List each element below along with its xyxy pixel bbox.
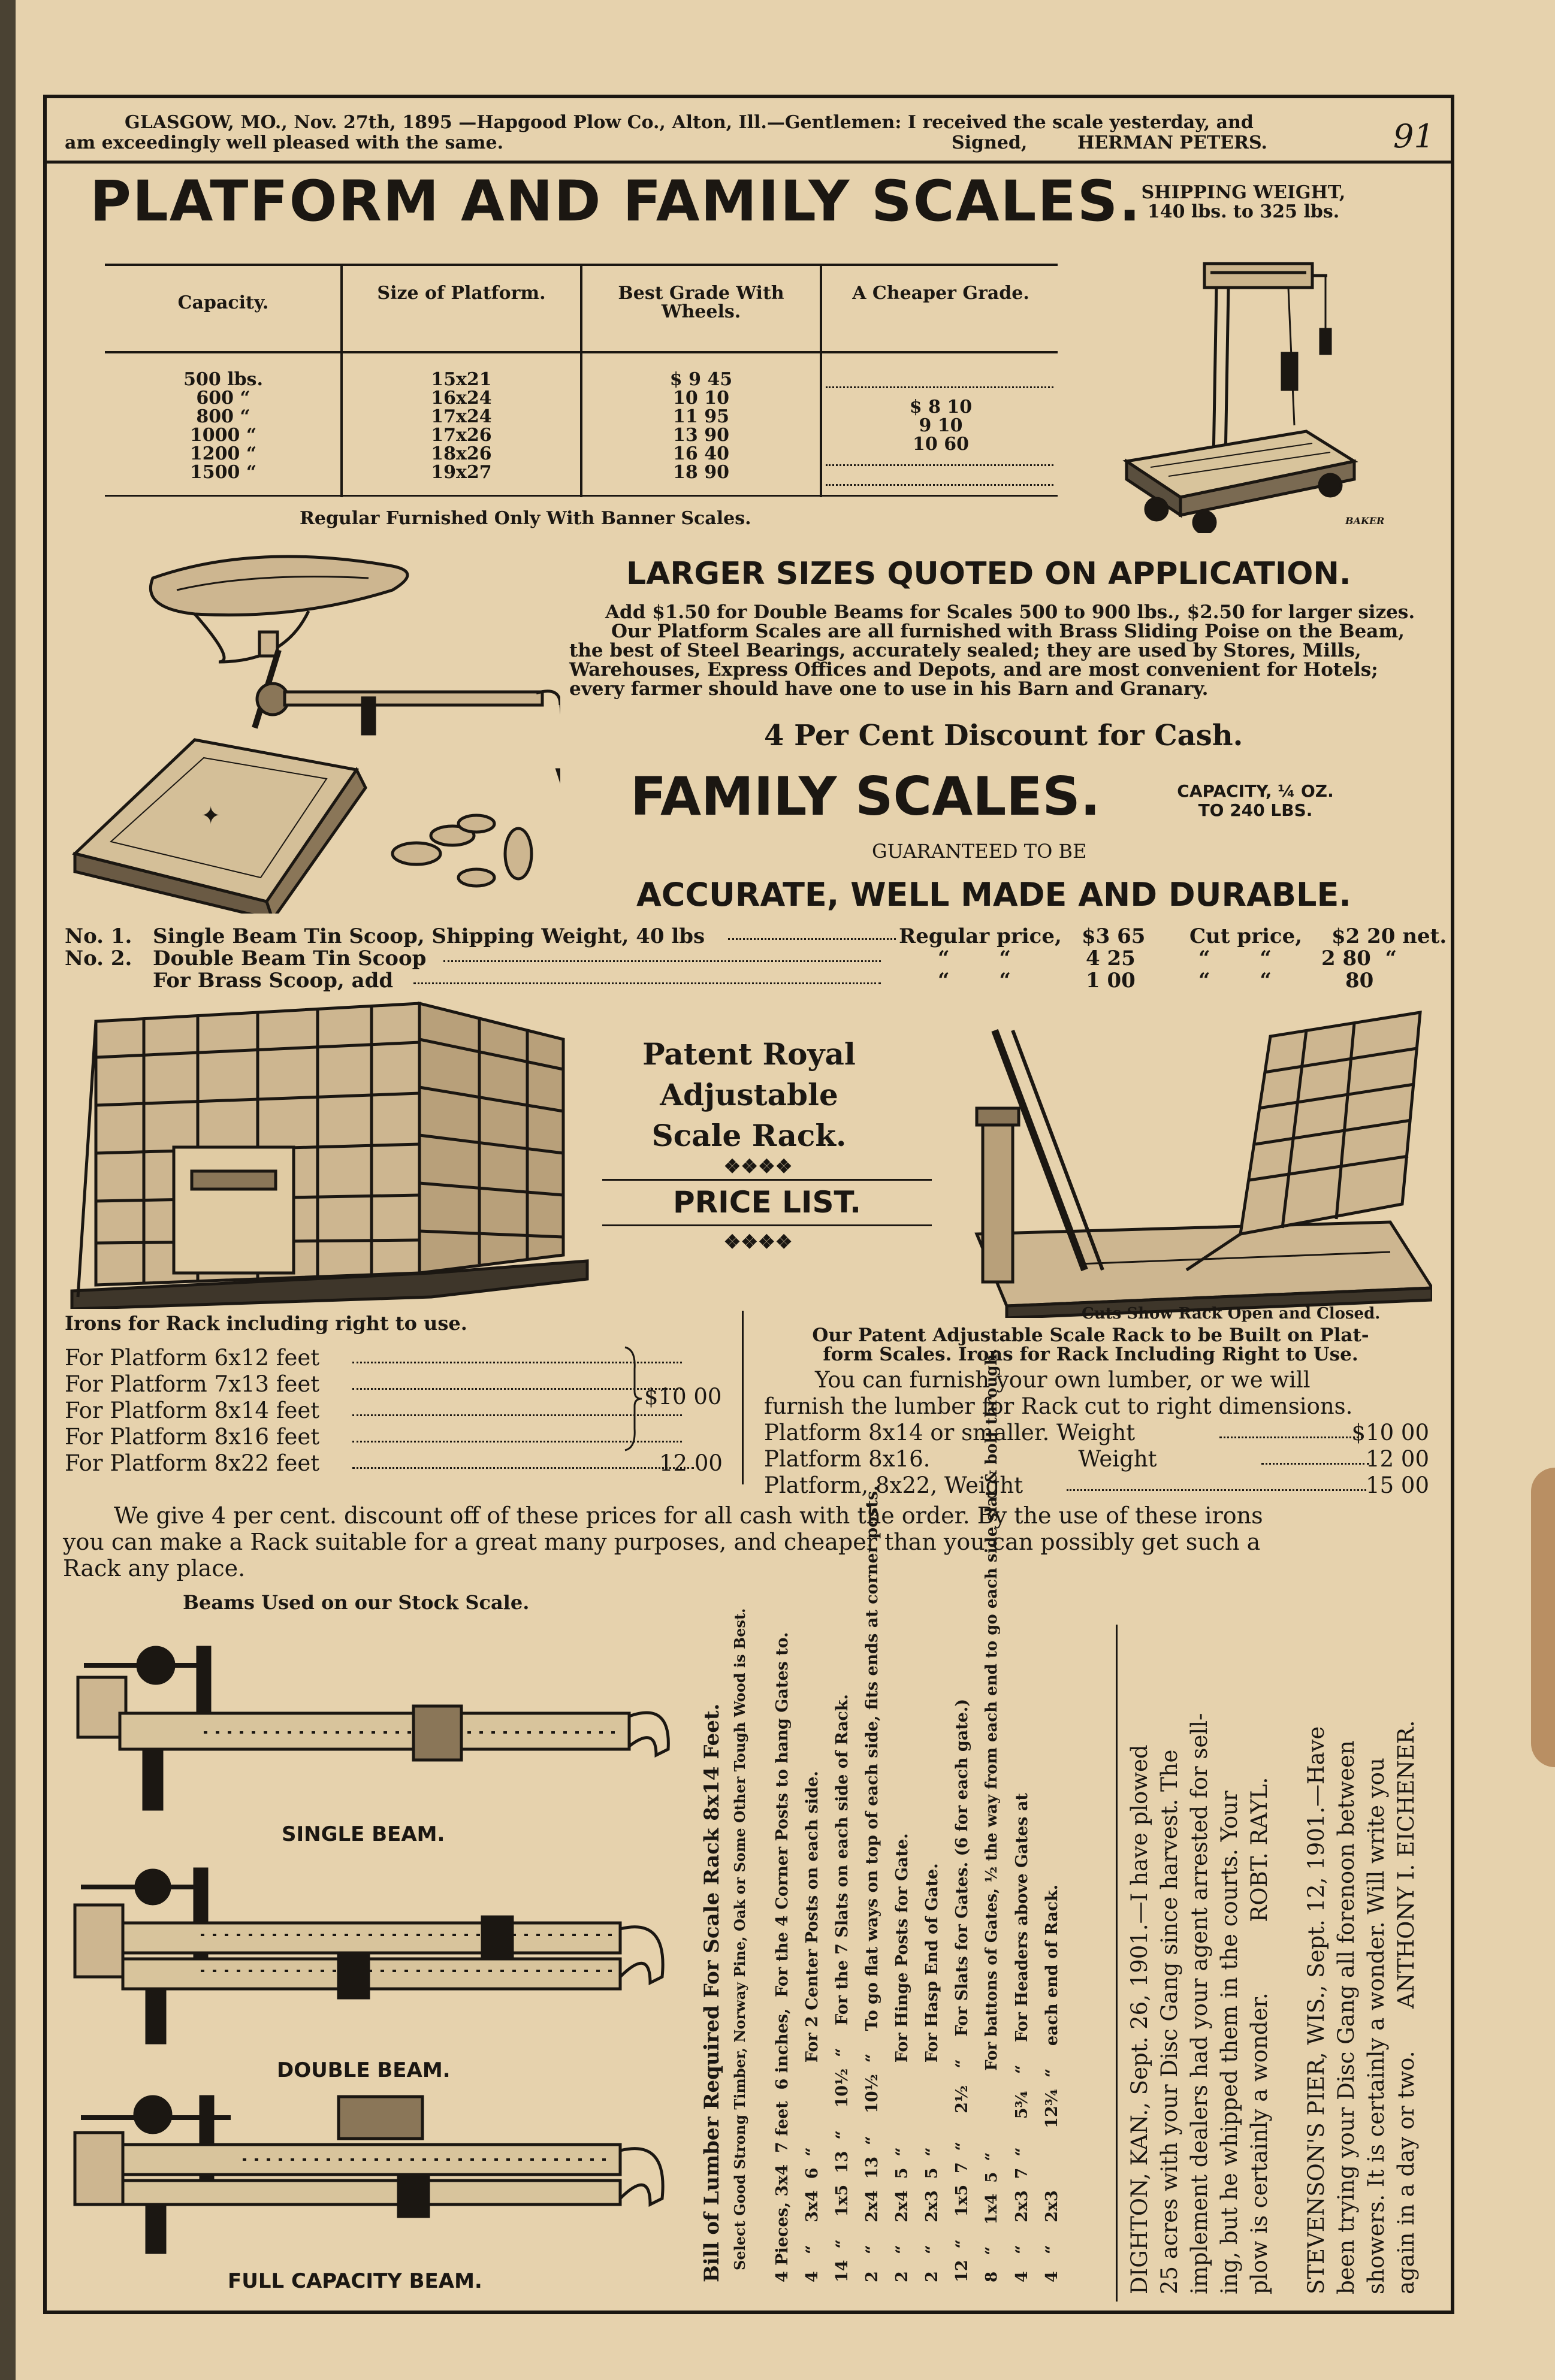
- family-desc: Double Beam Tin Scoop: [153, 946, 427, 970]
- larger-line: Warehouses, Express Offices and Depots, and are most convenient for Hotels;: [569, 659, 1378, 681]
- lumber-row-label: Platform, 8x22, Weight: [764, 1472, 1023, 1498]
- irons-item: For Platform 8x14 feet: [65, 1398, 320, 1423]
- irons-list: [65, 1345, 634, 1477]
- rack-title: [599, 1034, 899, 1156]
- rack-right-heading-line2: form Scales. Irons for Rack Including Right to Use.: [823, 1344, 1358, 1365]
- platform-scale-illustration: [1115, 246, 1438, 533]
- testimonial-line: been trying your Disc Gang all forenoon between: [1333, 1740, 1359, 2294]
- irons-bracket-price: $10 00: [644, 1384, 722, 1410]
- rack-title-line2: Scale Rack.: [651, 1118, 847, 1153]
- dotted-leader: [728, 938, 896, 940]
- single-beam-illustration: [66, 1629, 677, 1821]
- price-list-rule: [602, 1179, 932, 1181]
- larger-sizes-paragraph: [569, 603, 1432, 698]
- bill-line: 2 “ 2x3 5 “ For Hasp End of Gate.: [923, 1863, 941, 2282]
- accurate-line: ACCURATE, WELL MADE AND DURABLE.: [636, 876, 1351, 914]
- size-cell: 17x24: [431, 406, 492, 427]
- regular-price: 4 25: [1086, 946, 1136, 970]
- rack-right-heading: [752, 1326, 1429, 1364]
- size-cell: 19x27: [431, 462, 492, 483]
- cut-price-label: Cut price,: [1189, 924, 1303, 948]
- testimonial-line: showers. It is certainly a wonder. Will write you: [1363, 1758, 1389, 2294]
- table-col-sep: [340, 264, 343, 497]
- dotted-leader: [413, 982, 881, 984]
- scale-rack-open-illustration: [959, 1006, 1432, 1318]
- cut-price: 80: [1345, 969, 1374, 993]
- shipping-weight-line2: 140 lbs. to 325 lbs.: [1147, 201, 1340, 222]
- regular-price: 1 00: [1086, 969, 1136, 993]
- bill-line: 4 Pieces, 3x4 7 feet 6 inches, For the 4 Corner Posts to hang Gates to.: [773, 1632, 792, 2282]
- size-cell: 18x26: [431, 443, 492, 464]
- regular-price: $3 65: [1082, 924, 1146, 948]
- cheaper-grade-cell: 9 10: [919, 415, 963, 436]
- header-rule: [47, 161, 1452, 164]
- lumber-row-price: $10 00: [1351, 1420, 1429, 1445]
- capacity-cell: 1500 “: [189, 462, 257, 483]
- cheaper-grade-cell: $ 8 10: [909, 397, 973, 418]
- capacity-cell: 1000 “: [189, 425, 257, 446]
- svg-text:✦: ✦: [201, 802, 221, 830]
- best-grade-cell: 13 90: [673, 425, 729, 446]
- dotted-leader: [443, 960, 881, 962]
- top-testimonial-signature: Signed, HERMAN PETERS.: [952, 132, 1267, 153]
- irons-item: For Platform 6x12 feet: [65, 1345, 320, 1371]
- testimonial-line: ing, but he whipped them in the courts. Your: [1216, 1791, 1242, 2294]
- bill-title: Bill of Lumber Required For Scale Rack 8x14 Feet.: [700, 1703, 724, 2282]
- rack-caption: Cuts Show Rack Open and Closed.: [1082, 1305, 1381, 1323]
- family-scales-title: FAMILY SCALES.: [630, 766, 1101, 827]
- lumber-row-label: Platform 8x16. Weight: [764, 1446, 1157, 1472]
- header-size: Size of Platform.: [377, 283, 546, 304]
- bill-line: 4 “ 2x3 7 “ 5¾ “ For Headers above Gates at: [1013, 1793, 1031, 2282]
- full-capacity-beam-label: FULL CAPACITY BEAM.: [228, 2269, 482, 2293]
- testimonial-line: 25 acres with your Disc Gang since harvest. The: [1157, 1749, 1182, 2294]
- single-beam-label: SINGLE BEAM.: [282, 1822, 445, 1846]
- family-capacity: [1154, 782, 1357, 820]
- family-no: No. 2.: [65, 946, 132, 970]
- cheaper-grade-cell: 10 60: [913, 434, 969, 455]
- regular-price-label: Regular price,: [899, 924, 1062, 948]
- best-grade-cell: $ 9 45: [669, 369, 733, 390]
- top-testimonial-line2: am exceedingly well pleased with the same.: [65, 132, 504, 153]
- irons-item: For Platform 7x13 feet: [65, 1371, 320, 1397]
- family-desc: For Brass Scoop, add: [153, 969, 394, 993]
- best-grade-cell: 18 90: [673, 462, 729, 483]
- price-list-rule: [602, 1224, 932, 1226]
- bill-subtitle: Select Good Strong Timber, Norway Pine, Oak or Some Other Tough Wood is Best.: [731, 1608, 748, 2270]
- rack-title-line1: Patent Royal Adjustable: [642, 1036, 856, 1112]
- page-number: 91: [1393, 117, 1435, 155]
- bill-line: 14 “ 1x5 13 “ 10½ “ For the 7 Slats on each side of Rack.: [833, 1694, 852, 2282]
- testimonial-line: STEVENSON'S PIER, WIS., Sept. 12, 1901.—Have: [1303, 1726, 1329, 2294]
- family-no: No. 1.: [65, 924, 132, 948]
- bill-line: 4 “ 3x4 6 “ For 2 Center Posts on each side.: [803, 1771, 822, 2282]
- guaranteed-line: GUARANTEED TO BE: [872, 840, 1087, 863]
- testimonial-line: plow is certainly a wonder. ROBT. RAYL.: [1246, 1777, 1272, 2294]
- lumber-row-price: 12 00: [1366, 1446, 1429, 1472]
- lumber-row-price: 15 00: [1366, 1472, 1429, 1498]
- capacity-cell: 500 lbs.: [183, 369, 263, 390]
- regular-price-label: “ “: [938, 946, 1011, 970]
- larger-line: Our Platform Scales are all furnished with Brass Sliding Poise on the Beam,: [611, 621, 1405, 642]
- dotted-leader: [1067, 1489, 1366, 1491]
- platform-scales-title: PLATFORM AND FAMILY SCALES.: [90, 169, 1142, 234]
- rack-discount-paragraph: [63, 1502, 1441, 1581]
- top-testimonial: [65, 113, 1383, 153]
- family-capacity-line2: TO 240 LBS.: [1198, 800, 1313, 820]
- larger-line: the best of Steel Bearings, accurately sealed; they are used by Stores, Mills,: [569, 640, 1361, 661]
- testimonial-line: implement dealers had your agent arrested for sell-: [1186, 1713, 1212, 2294]
- full-capacity-beam-illustration: [63, 2085, 674, 2258]
- cut-price-label: “ “: [1198, 946, 1272, 970]
- cut-price: 2 80 “: [1321, 946, 1397, 970]
- best-grade-cell: 16 40: [673, 443, 729, 464]
- dotted-leader: [1261, 1463, 1369, 1465]
- capacity-cell: 600 “: [196, 388, 250, 409]
- scale-rack-closed-illustration: [60, 991, 599, 1309]
- rack-discount-line2: you can make a Rack suitable for a great many purposes, and cheaper than you can possibly get such a: [63, 1529, 1261, 1555]
- larger-line: Add $1.50 for Double Beams for Scales 500 to 900 lbs., $2.50 for larger sizes.: [605, 601, 1415, 623]
- rack-right-body: [764, 1367, 1429, 1499]
- irons-last-price: 12 00: [659, 1450, 723, 1476]
- rack-right-body-line1: You can furnish your own lumber, or we will: [815, 1367, 1311, 1393]
- platform-footnote: Regular Furnished Only With Banner Scales.: [300, 508, 751, 529]
- irons-item: For Platform 8x22 feet: [65, 1450, 320, 1476]
- larger-line: every farmer should have one to use in his Barn and Granary.: [569, 678, 1209, 700]
- cash-discount-note: 4 Per Cent Discount for Cash.: [764, 719, 1243, 752]
- engraver-mark: BAKER: [1345, 515, 1385, 527]
- bill-line: 12 “ 1x5 7 “ 2½ “ For Slats for Gates. (6 for each gate.): [953, 1698, 971, 2282]
- price-list-heading: PRICE LIST.: [673, 1185, 861, 1220]
- double-beam-illustration: [63, 1857, 674, 2049]
- dotted-leader: [826, 386, 1053, 388]
- best-grade-cell: 10 10: [673, 388, 729, 409]
- dotted-leader: [1219, 1437, 1363, 1438]
- beams-heading: Beams Used on our Stock Scale.: [183, 1591, 530, 1614]
- shipping-weight: [1100, 183, 1387, 222]
- larger-sizes-heading: LARGER SIZES QUOTED ON APPLICATION.: [626, 556, 1351, 592]
- dotted-leader: [826, 484, 1053, 486]
- bill-line: 4 “ 2x3 12¾ “ each end of Rack.: [1043, 1884, 1061, 2282]
- dotted-leader: [826, 464, 1053, 466]
- testimonial-line: again in a day or two. ANTHONY I. EICHENER.: [1393, 1720, 1419, 2294]
- top-testimonial-line1: GLASGOW, MO., Nov. 27th, 1895 —Hapgood Plow Co., Alton, Ill.—Gentlemen: I received the scale yesterday, and: [125, 112, 1254, 133]
- irons-heading: Irons for Rack including right to use.: [65, 1312, 467, 1335]
- column-divider: [1116, 1625, 1118, 2302]
- dotted-leader: [352, 1467, 694, 1469]
- size-cell: 15x21: [431, 369, 492, 390]
- page-binding-edge: [0, 0, 16, 2380]
- ornament: ❖❖❖❖: [723, 1155, 793, 1178]
- capacity-cell: 800 “: [196, 406, 250, 427]
- bill-line: 2 “ 2x4 13 “ 10½ “ To go flat ways on top of each side, fits ends at corner posts.: [863, 1485, 881, 2282]
- table-col-sep: [580, 264, 582, 497]
- best-grade-cell: 11 95: [673, 406, 729, 427]
- table-col-sep: [820, 264, 822, 497]
- regular-price-label: “ “: [938, 969, 1011, 993]
- size-cell: 16x24: [431, 388, 492, 409]
- header-capacity: Capacity.: [177, 292, 269, 313]
- header-best-grade: Best Grade With Wheels.: [618, 283, 784, 322]
- rack-discount-line3: Rack any place.: [63, 1555, 246, 1581]
- rack-right-body-line2: furnish the lumber for Rack cut to right dimensions.: [764, 1393, 1353, 1419]
- family-desc: Single Beam Tin Scoop, Shipping Weight, 40 lbs: [153, 924, 705, 948]
- rack-right-heading-line1: Our Patent Adjustable Scale Rack to be Built on Plat-: [812, 1324, 1369, 1346]
- double-beam-label: DOUBLE BEAM.: [277, 2058, 451, 2082]
- testimonial-line: DIGHTON, KAN., Sept. 26, 1901.—I have plowed: [1127, 1744, 1152, 2294]
- header-cheaper-grade: A Cheaper Grade.: [852, 283, 1029, 304]
- cut-price-label: “ “: [1198, 969, 1272, 993]
- column-divider: [742, 1311, 744, 1484]
- shipping-weight-line1: SHIPPING WEIGHT,: [1141, 182, 1346, 203]
- lumber-row-label: Platform 8x14 or smaller. Weight: [764, 1420, 1136, 1445]
- rack-discount-line1: We give 4 per cent. discount off of these prices for all cash with the order. By the use of these irons: [114, 1502, 1263, 1529]
- cut-price: $2 20 net.: [1331, 924, 1447, 948]
- irons-item: For Platform 8x16 feet: [65, 1424, 320, 1450]
- capacity-cell: 1200 “: [189, 443, 257, 464]
- bill-line: 2 “ 2x4 5 “ For Hinge Posts for Gate.: [893, 1833, 911, 2282]
- bill-line: 8 “ 1x4 5 “ For battons of Gates, ½ the way from each end to go each side slat & bolt through.: [983, 1348, 1001, 2282]
- size-cell: 17x26: [431, 425, 492, 446]
- family-capacity-line1: CAPACITY, ¼ OZ.: [1177, 781, 1334, 801]
- family-scale-illustration: [57, 542, 560, 914]
- page-tab: [1531, 1468, 1555, 1767]
- ornament: ❖❖❖❖: [723, 1230, 793, 1253]
- brace: [620, 1345, 644, 1453]
